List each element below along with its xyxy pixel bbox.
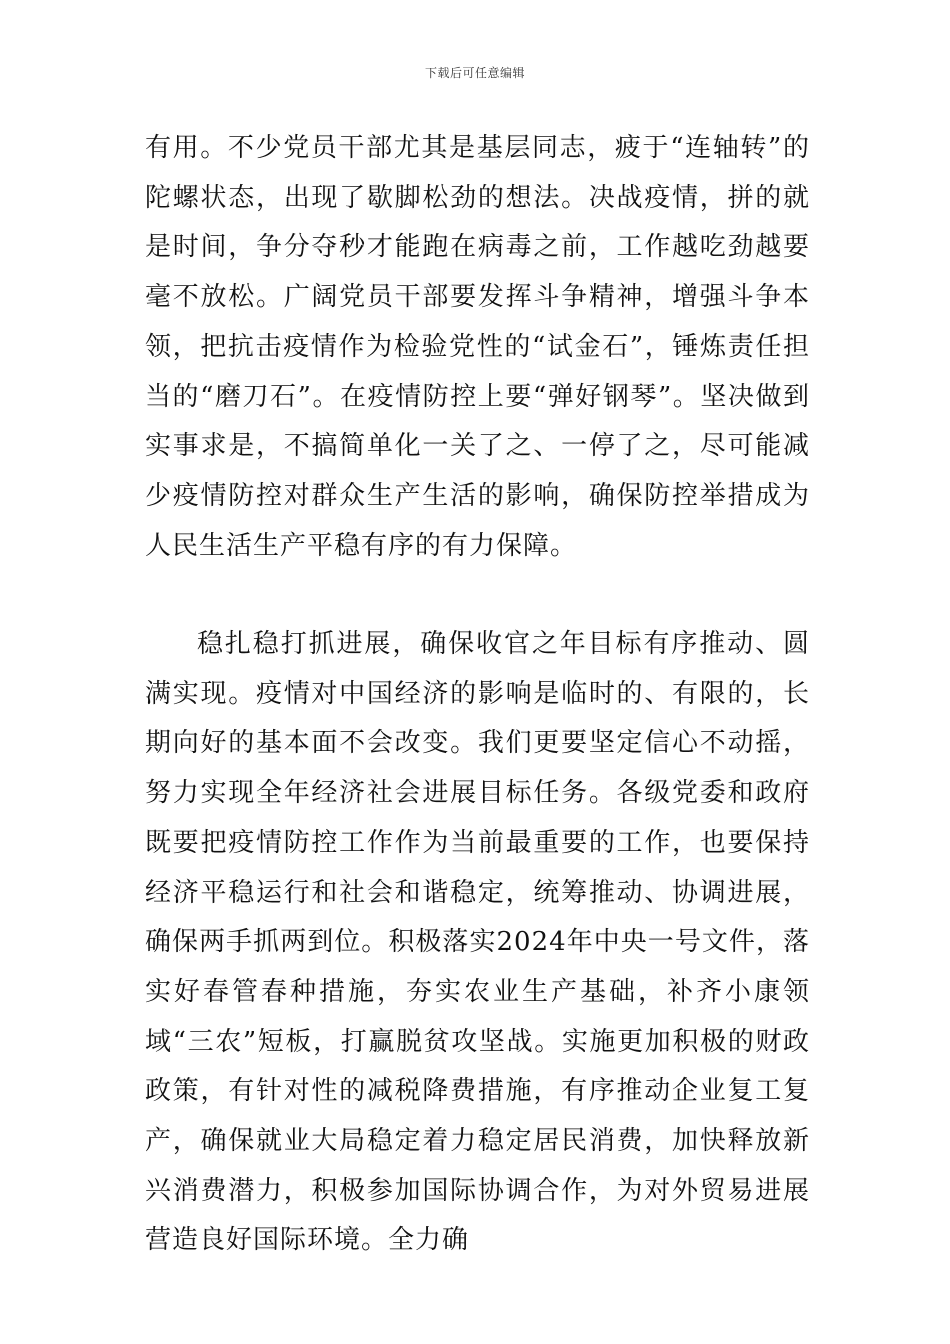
page-header-note: 下载后可任意编辑 [424,66,525,80]
body-paragraph-1: 有用。不少党员干部尤其是基层同志，疲于“连轴转”的陀螺状态，出现了歇脚松劲的想法。决战疫情，拼的就是时间，争分夺秒才能跑在病毒之前，工作越吃劲越要毫不放松。广阔党员干部要发挥斗争精神，增强斗争本领，把抗击疫情作为检验党性的“试金石”，锤炼责任担当的“磨刀石”。在疫情防控上要“弹好钢琴”。坚决做到实事求是，不搞简单化一关了之、一停了之，尽可能减少疫情防控对群众生产生活的影响，确保防控举措成为人民生活生产平稳有序的有力保障。 [145,133,810,561]
body-paragraph-2: 稳扎稳打抓进展，确保收官之年目标有序推动、圆满实现。疫情对中国经济的影响是临时的、有限的，长期向好的基本面不会改变。我们更要坚定信心不动摇，努力实现全年经济社会进展目标任务。各级党委和政府既要把疫情防控工作作为当前最重要的工作，也要保持经济平稳运行和社会和谐稳定，统筹推动、协调进展，确保两手抓两到位。积极落实2024年中央一号文件，落实好春管春种措施，夯实农业生产基础，补齐小康领域“三农”短板，打赢脱贫攻坚战。实施更加积极的财政政策，有针对性的减税降费措施，有序推动企业复工复产，确保就业大局稳定着力稳定居民消费，加快释放新兴消费潜力，积极参加国际协调合作，为对外贸易进展营造良好国际环境。全力确 [145,629,810,1256]
